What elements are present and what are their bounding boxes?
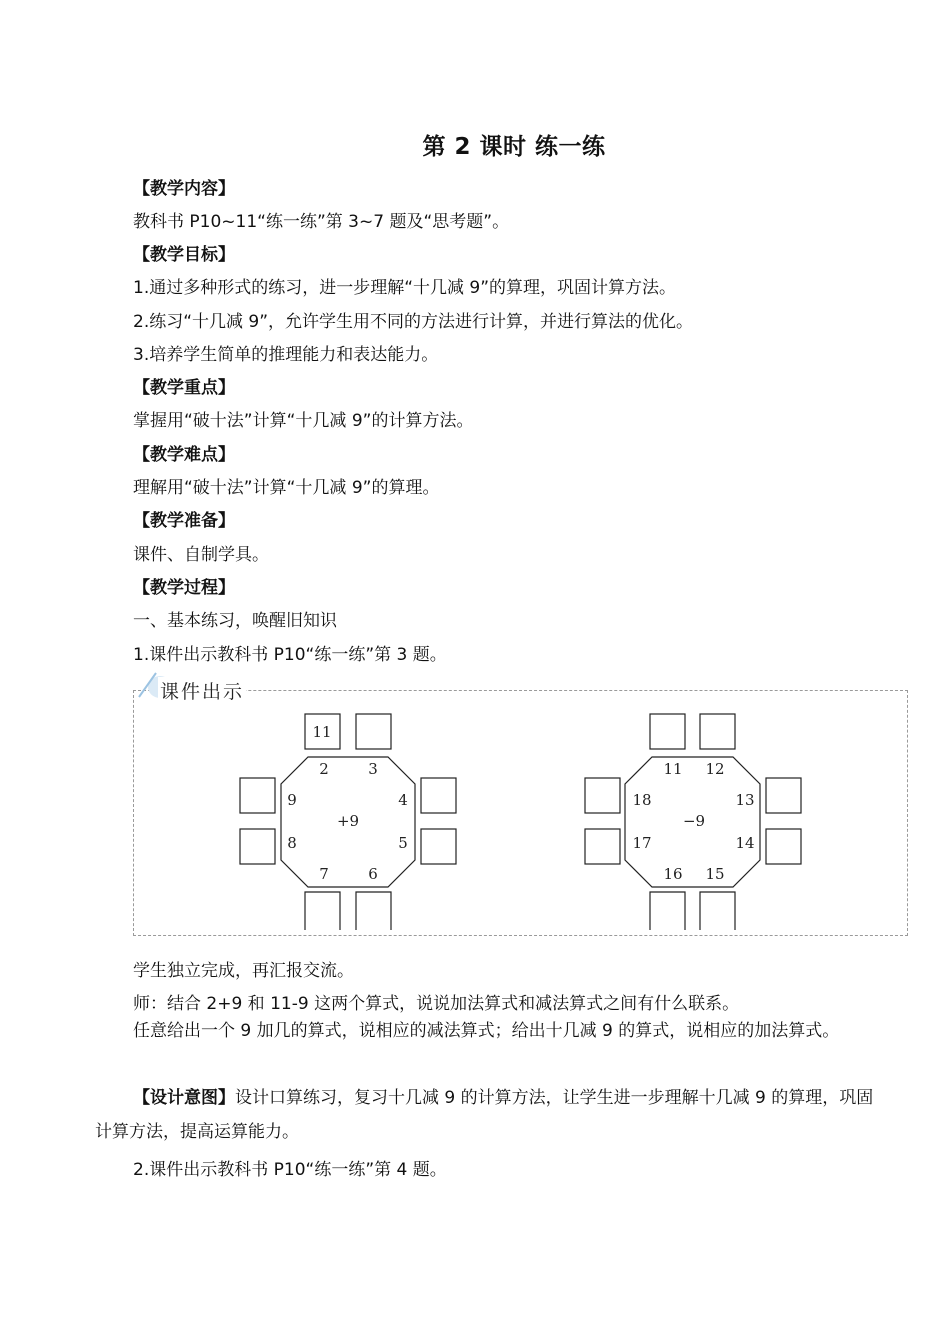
- left-num: 9: [287, 791, 297, 809]
- process-heading: 【教学过程】: [133, 578, 235, 598]
- goals-heading: 【教学目标】: [133, 245, 235, 265]
- right-num: 18: [632, 791, 652, 809]
- left-num: 5: [398, 834, 408, 852]
- left-num: 8: [287, 834, 297, 852]
- right-num: 15: [705, 865, 725, 883]
- left-num: 4: [398, 791, 408, 809]
- goal-3: 3.培养学生简单的推理能力和表达能力。: [133, 345, 439, 365]
- right-num: 13: [735, 791, 755, 809]
- focus-text: 掌握用“破十法”计算“十几减 9”的计算方法。: [133, 411, 474, 431]
- design-intent-para: [95, 1081, 885, 1149]
- left-num: 7: [319, 865, 329, 883]
- focus-heading: 【教学重点】: [133, 378, 235, 398]
- right-num: 12: [705, 760, 725, 778]
- content-text: 教科书 P10~11“练一练”第 3~7 题及“思考题”。: [133, 212, 510, 232]
- prep-heading: 【教学准备】: [133, 511, 235, 531]
- right-num: 16: [663, 865, 683, 883]
- right-num: 11: [663, 760, 683, 778]
- after-para-1: 任意给出一个 9 加几的算式，说相应的减法算式；给出十几减 9 的算式，说相应的加法算式。: [133, 1021, 840, 1041]
- difficulty-text: 理解用“破十法”计算“十几减 9”的算理。: [133, 478, 440, 498]
- right-num: 14: [735, 834, 755, 852]
- after-line-2: 师：结合 2+9 和 11-9 这两个算式，说说加法算式和减法算式之间有什么联系。: [133, 994, 740, 1014]
- left-center: +9: [336, 812, 360, 830]
- after-line-1: 学生独立完成，再汇报交流。: [133, 961, 354, 981]
- right-num: 17: [632, 834, 652, 852]
- left-num: 2: [319, 760, 329, 778]
- step-2: 2.课件出示教科书 P10“练一练”第 4 题。: [133, 1160, 447, 1180]
- design-intent-label: 【设计意图】: [133, 1088, 235, 1108]
- difficulty-heading: 【教学难点】: [133, 445, 235, 465]
- left-num: 3: [368, 760, 378, 778]
- goal-2: 2.练习“十几减 9”，允许学生用不同的方法进行计算，并进行算法的优化。: [133, 312, 694, 332]
- content-heading: 【教学内容】: [133, 179, 235, 199]
- step-heading: 一、基本练习，唤醒旧知识: [133, 611, 337, 631]
- prep-text: 课件、自制学具。: [133, 545, 269, 565]
- left-box-filled: 11: [312, 723, 332, 741]
- step-1: 1.课件出示教科书 P10“练一练”第 3 题。: [133, 645, 447, 665]
- panel-label: 课件出示: [158, 677, 246, 704]
- page-title: 第 2 课时 练一练: [422, 134, 606, 160]
- design-intent-text: 设计口算练习，复习十几减 9 的计算方法，让学生进一步理解十几减 9 的算理，巩固计算方法，提高运算能力。: [95, 1088, 874, 1142]
- goal-1: 1.通过多种形式的练习，进一步理解“十几减 9”的算理，巩固计算方法。: [133, 278, 677, 298]
- left-num: 6: [368, 865, 378, 883]
- right-center: −9: [682, 812, 706, 830]
